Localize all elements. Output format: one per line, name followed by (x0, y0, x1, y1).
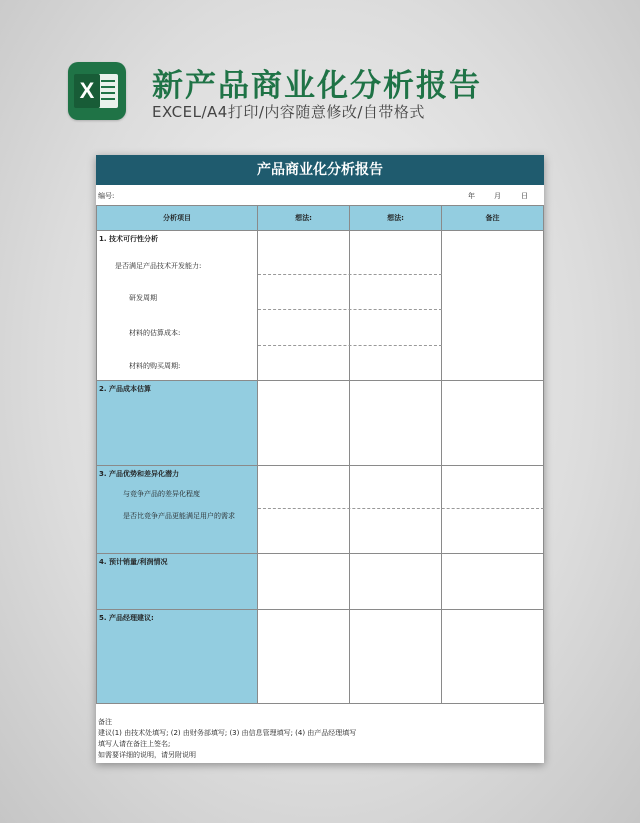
section-item: 是否满足产品技术开发能力: (115, 262, 202, 270)
report-sheet (96, 155, 544, 763)
notes-line: 如需要详细的说明，请另附说明 (98, 751, 196, 759)
sheet-lines-icon (98, 74, 118, 108)
idea-2-cell[interactable] (349, 465, 442, 554)
section-title: 4. 预计销量/利润情况 (99, 558, 168, 566)
section-item: 是否比竞争产品更能满足用户的需求 (123, 512, 235, 520)
section-item: 与竞争产品的差异化程度 (123, 490, 200, 498)
section-title: 5. 产品经理建议: (99, 614, 154, 622)
remark-cell[interactable] (441, 465, 544, 554)
idea-1-cell[interactable] (257, 465, 350, 554)
remark-cell[interactable] (441, 380, 544, 466)
section-title: 1. 技术可行性分析 (99, 235, 158, 243)
idea-2-cell[interactable] (349, 230, 442, 381)
section-title: 2. 产品成本估算 (99, 385, 151, 393)
notes-line: 填写人请在备注上签名; (98, 740, 171, 748)
section-1-cell (96, 230, 258, 381)
excel-letter: X (74, 74, 100, 108)
notes-line: 建议(1) 由技术处填写; (2) 由财务部填写; (3) 由信息管理填写; (4) 由产品经理填写 (98, 729, 357, 737)
page-subtitle: EXCEL/A4打印/内容随意修改/自带格式 (152, 103, 425, 121)
section-3-cell (96, 465, 258, 554)
col-header-item: 分析项目 (96, 205, 258, 231)
col-header-remark: 备注 (441, 205, 544, 231)
notes-title: 备注 (98, 718, 112, 726)
page-title: 新产品商业化分析报告 (152, 68, 482, 104)
number-label: 编号: (98, 192, 115, 200)
section-title: 3. 产品优势和差异化潜力 (99, 470, 179, 478)
excel-icon (68, 62, 126, 120)
section-item: 研发周期 (129, 294, 157, 302)
date-day: 日 (521, 192, 528, 200)
idea-1-cell[interactable] (257, 380, 350, 466)
section-5-cell (96, 609, 258, 704)
idea-1-cell[interactable] (257, 609, 350, 704)
col-header-idea-1: 想法: (257, 205, 350, 231)
date-year: 年 (468, 192, 475, 200)
remark-cell[interactable] (441, 553, 544, 610)
idea-1-cell[interactable] (257, 553, 350, 610)
date-month: 月 (494, 192, 501, 200)
remark-cell[interactable] (441, 230, 544, 381)
idea-2-cell[interactable] (349, 553, 442, 610)
col-header-idea-2: 想法: (349, 205, 442, 231)
section-item: 材料的估算成本: (129, 329, 181, 337)
section-2-cell (96, 380, 258, 466)
idea-2-cell[interactable] (349, 380, 442, 466)
form-title: 产品商业化分析报告 (96, 155, 544, 185)
section-item: 材料的购买周期: (129, 362, 181, 370)
section-4-cell (96, 553, 258, 610)
idea-2-cell[interactable] (349, 609, 442, 704)
remark-cell[interactable] (441, 609, 544, 704)
idea-1-cell[interactable] (257, 230, 350, 381)
